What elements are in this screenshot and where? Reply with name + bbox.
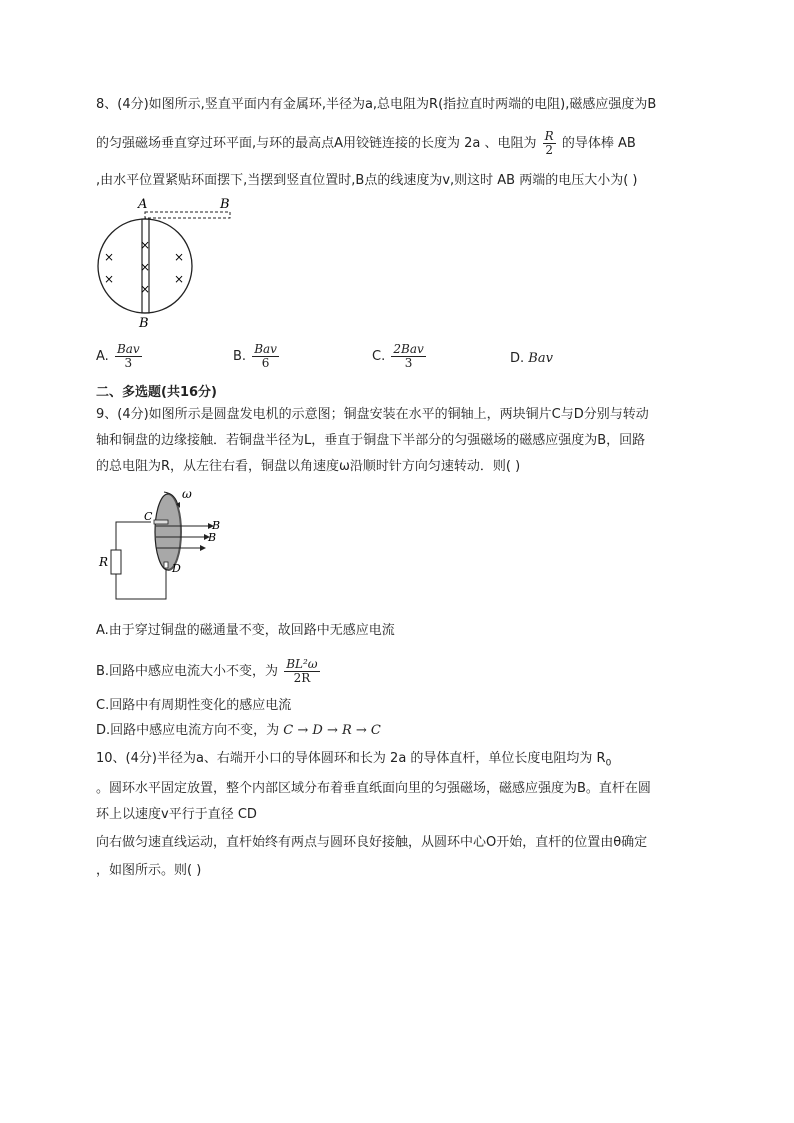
q9-option-c[interactable]: C.回路中有周期性变化的感应电流 [96,698,292,713]
q8-frac-den: 2 [545,143,554,157]
q10-line-5: ，如图所示。则( ) [96,863,202,878]
label-a: A [138,197,148,212]
q8-line-2-text-b: 的导体棒 AB [561,136,636,151]
axle [154,520,168,524]
frac-den: 3 [124,356,133,370]
option-fraction [391,343,425,370]
cross-icon: × [140,282,151,296]
cross-icon: × [174,250,185,264]
contact-d [164,562,168,568]
q8-option-b[interactable] [233,343,281,370]
section-2-title: 二、多选题(共16分) [96,385,217,400]
q9-line-2: 轴和铜盘的边缘接触．若铜盘半径为L，垂直于铜盘下半部分的匀强磁场的磁感应强度为B，回路 [96,433,646,448]
q8-option-d[interactable] [510,350,553,368]
q9-line-3: 的总电阻为R，从左往右看，铜盘以角速度ω沿顺时针方向匀速转动．则( ) [96,459,521,474]
cross-icon: × [104,250,115,264]
label-omega: ω [182,487,192,501]
option-text: Bav [528,351,553,366]
option-prefix: B. [233,349,247,364]
option-prefix: A. [96,349,109,364]
option-prefix: C. [372,349,386,364]
q8-fraction-r-over-2 [543,130,556,157]
q10-line-1 [96,750,611,773]
q8-line-2-text-a: 的匀强磁场垂直穿过环平面,与环的最高点A用铰链连接的长度为 2a 、电阻为 [96,136,537,151]
q9-option-d[interactable] [96,722,381,740]
label-d: D [172,562,181,575]
option-fraction [115,343,142,370]
option-fraction [284,658,319,685]
q9-disk-generator-figure [96,484,236,604]
option-text: B.回路中感应电流大小不变，为 [96,664,279,679]
option-text: D.回路中感应电流方向不变，为 [96,723,280,738]
label-b-top: B [220,197,230,212]
option-math: C → D → R → C [283,723,381,738]
q8-line-3: ,由水平位置紧贴环面摆下,当摆到竖直位置时,B点的线速度为v,则这时 AB 两端的电压大小为( ) [96,173,638,188]
cross-icon: × [140,260,151,274]
q8-option-c[interactable] [372,343,428,370]
q8-ring-figure [90,193,250,333]
label-c: C [144,510,153,523]
label-b1: B [212,519,221,532]
field-crosses [104,238,184,296]
q10-line-2: 。圆环水平固定放置，整个内部区域分布着垂直纸面向里的匀强磁场，磁感应强度为B。直杆在圆 [96,781,651,796]
frac-den: 3 [404,356,413,370]
q10-line-1-text: 10、(4分)半径为a、右端开小口的导体圆环和长为 2a 的导体直杆，单位长度电阻均为 R [96,751,606,766]
option-prefix: D. [510,351,525,366]
cross-icon: × [140,238,151,252]
q10-subscript: 0 [605,758,612,769]
q9-line-1: 9、(4分)如图所示是圆盘发电机的示意图；铜盘安装在水平的铜轴上，两块铜片C与D分别与转动 [96,407,649,422]
frac-den: 6 [261,356,270,370]
q10-line-3: 环上以速度v平行于直径 CD [96,807,257,822]
q10-line-4: 向右做匀速直线运动，直杆始终有两点与圆环良好接触，从圆环中心O开始，直杆的位置由θ确定 [96,835,648,850]
q8-line-2 [96,130,636,157]
option-fraction [252,343,279,370]
rod-horizontal-dashed [145,212,230,218]
q8-option-a[interactable] [96,343,144,370]
q8-frac-num: R [544,129,554,143]
frac-num: Bav [116,342,140,356]
label-r: R [99,555,109,569]
cross-icon: × [104,272,115,286]
arrow-head-icon [200,545,206,551]
frac-num: Bav [254,342,277,356]
frac-den: 2R [293,671,311,685]
label-b2: B [208,531,217,544]
q9-option-b[interactable] [96,658,322,685]
q8-line-1: 8、(4分)如图所示,竖直平面内有金属环,半径为a,总电阻为R(指拉直时两端的电阻),磁感应强度为B [96,97,657,112]
frac-num: BL²ω [286,657,318,671]
resistor [111,550,121,574]
label-b-bottom: B [139,316,149,331]
cross-icon: × [174,272,185,286]
q9-option-a[interactable]: A.由于穿过铜盘的磁通量不变，故回路中无感应电流 [96,623,395,638]
frac-num: 2Bav [393,342,424,356]
